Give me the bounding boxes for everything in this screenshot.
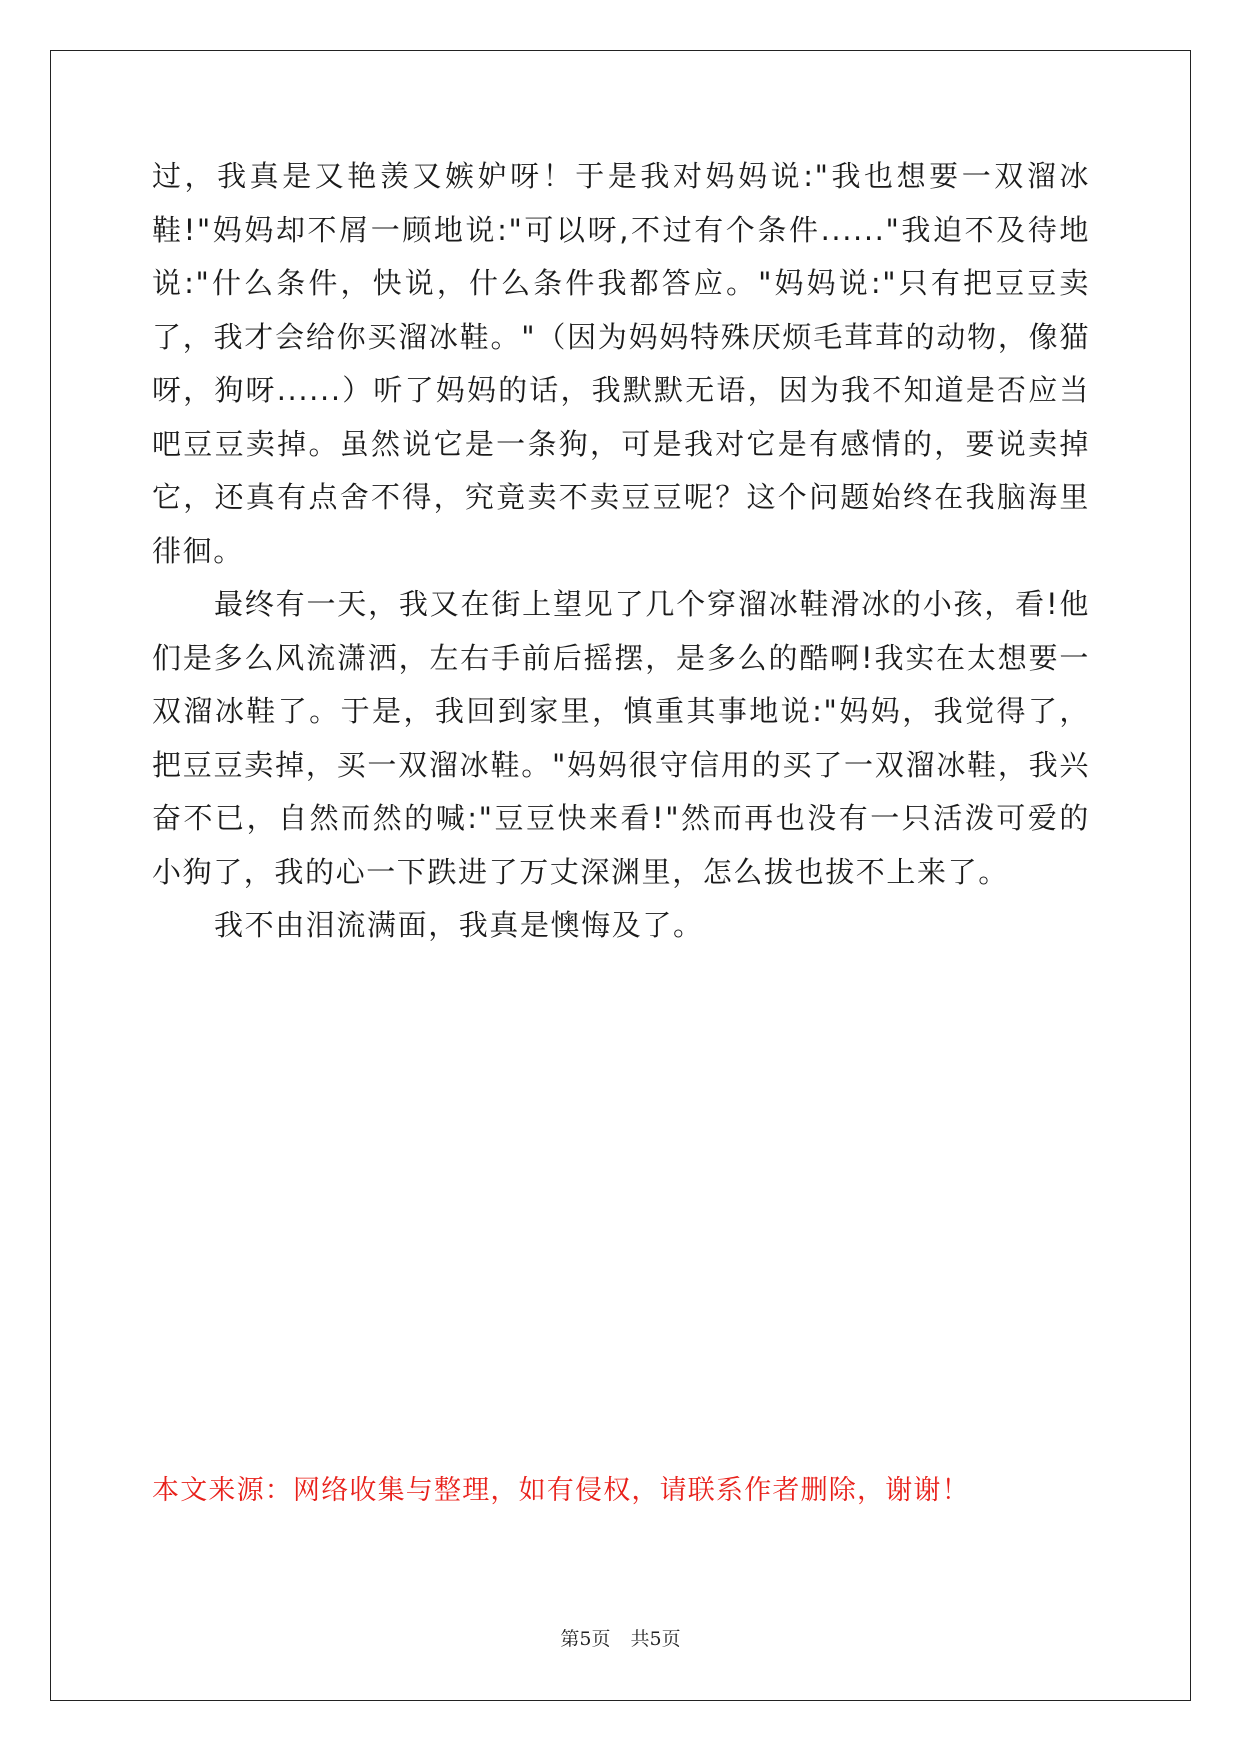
paragraph-regret: 我不由泪流满面，我真是懊悔及了。 <box>214 908 704 942</box>
page-number-total: 共5页 <box>630 1628 681 1650</box>
page-footer <box>0 1624 1241 1651</box>
page-number-current: 第5页 <box>560 1628 611 1650</box>
document-body <box>152 150 1090 953</box>
paragraph-continuation: 过，我真是又艳羡又嫉妒呀！于是我对妈妈说:"我也想要一双溜冰鞋!"妈妈却不屑一顾地说:"可以呀,不过有个条件......"我迫不及待地说:"什么条件，快说，什么条件我都答应。"妈妈说:"只有把豆豆卖了，我才会给你买溜冰鞋。"（因为妈妈特殊厌烦毛茸茸的动物，像猫呀，狗呀......）听了妈妈的话，我默默无语，因为我不知道是否应当吧豆豆卖掉。虽然说它是一条狗，可是我对它是有感情的，要说卖掉它，还真有点舍不得，究竟卖不卖豆豆呢？这个问题始终在我脑海里徘徊。 <box>152 159 1090 568</box>
source-disclaimer: 本文来源：网络收集与整理，如有侵权，请联系作者删除，谢谢！ <box>152 1475 970 1506</box>
paragraph-skating-shoes: 最终有一天，我又在街上望见了几个穿溜冰鞋滑冰的小孩，看!他们是多么风流潇洒，左右手前后摇摆，是多么的酷啊!我实在太想要一双溜冰鞋了。于是，我回到家里，慎重其事地说:"妈妈，我觉得了，把豆豆卖掉，买一双溜冰鞋。"妈妈很守信用的买了一双溜冰鞋，我兴奋不已，自然而然的喊:"豆豆快来看!"然而再也没有一只活泼可爱的小狗了，我的心一下跌进了万丈深渊里，怎么拔也拔不上来了。 <box>152 587 1090 889</box>
